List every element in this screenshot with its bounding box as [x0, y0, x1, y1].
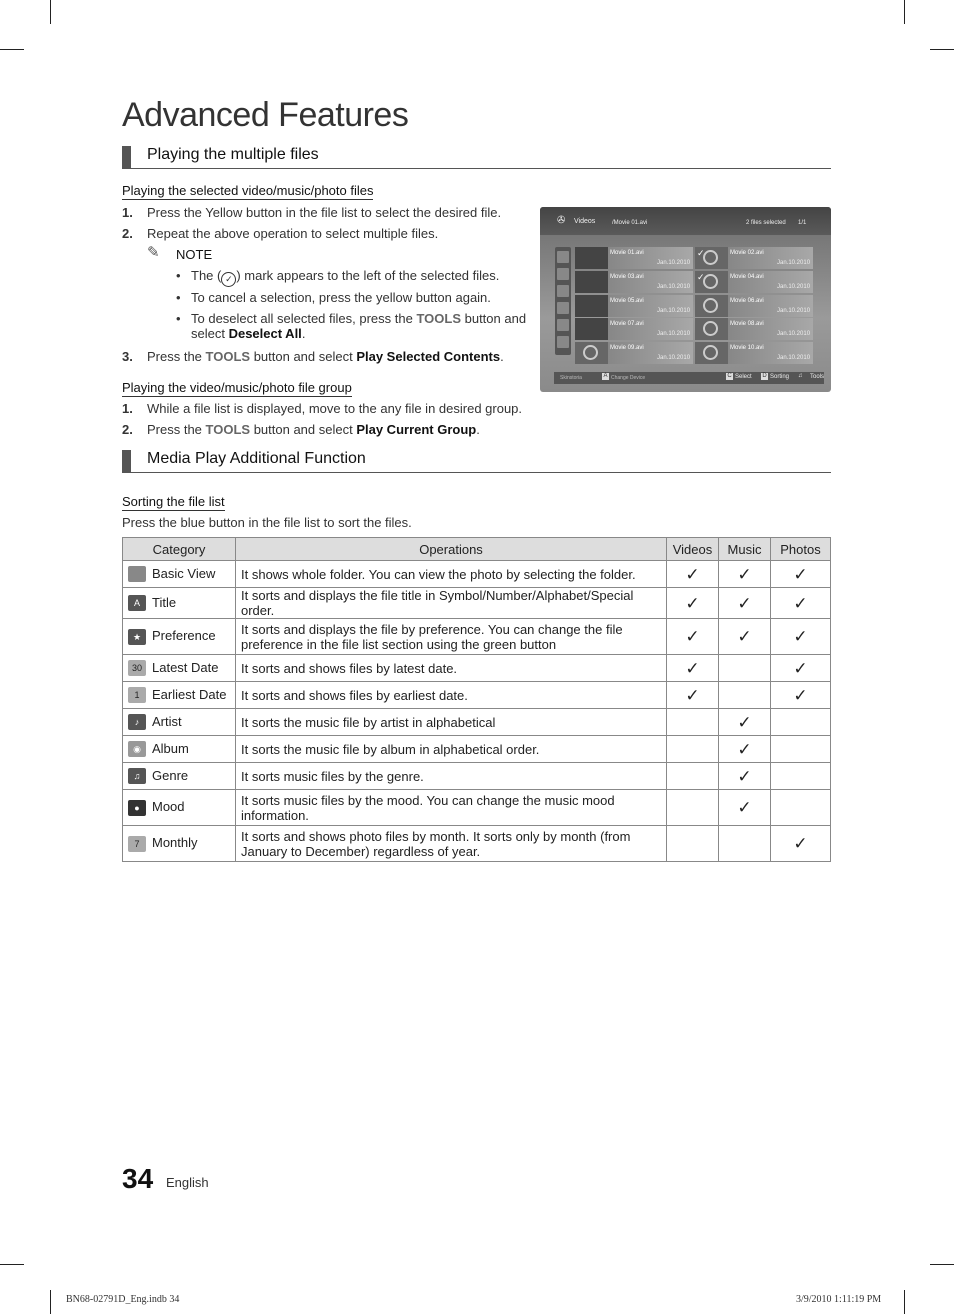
- photos-check: ✓: [771, 588, 831, 619]
- thumbnail: [575, 295, 608, 317]
- tv-tools-label: Tools: [810, 374, 825, 380]
- thumbnail: [695, 342, 728, 364]
- category-name: Basic View: [152, 565, 216, 581]
- bullet-icon: •: [176, 311, 181, 326]
- music-check: ✓: [719, 709, 771, 736]
- category-name: Artist: [152, 713, 182, 729]
- photos-check: ✓: [771, 682, 831, 709]
- operation-text: It sorts the music file by album in alphabetical order.: [236, 736, 667, 763]
- thumbnail: [575, 271, 608, 293]
- table-row: [123, 763, 831, 790]
- tv-screenshot: [540, 207, 831, 392]
- folder-icon: [128, 566, 146, 582]
- videos-check: ✓: [667, 655, 719, 682]
- tv-file-item[interactable]: Movie 09.avi Jan.10.2010: [575, 342, 693, 364]
- star-icon: [557, 336, 569, 348]
- header-photos: Photos: [771, 538, 831, 561]
- red-a-button-icon: A: [603, 373, 608, 379]
- yellow-c-button-icon: C: [727, 373, 732, 379]
- tv-header-status: 2 files selected: [746, 220, 786, 226]
- tv-file-item[interactable]: ✓ Movie 04.avi Jan.10.2010: [695, 271, 813, 293]
- operation-text: It sorts music files by the genre.: [236, 763, 667, 790]
- group-step-1: 1. While a file list is displayed, move to the any file in desired group.: [122, 401, 523, 416]
- blue-d-button-icon: D: [762, 373, 767, 379]
- section-bar: [122, 450, 131, 472]
- page-number: 34: [122, 1163, 154, 1194]
- thumbnail: [695, 295, 728, 317]
- operation-text: It sorts and displays the file by preference. You can change the file preference in the file list section using the green button: [236, 619, 667, 655]
- calendar-1-icon: 1: [128, 687, 146, 703]
- crop-mark: [904, 0, 905, 24]
- music-check: ✓: [719, 736, 771, 763]
- tv-select-label: Select: [735, 374, 752, 380]
- photos-check: ✓: [771, 655, 831, 682]
- category-name: Genre: [152, 767, 189, 783]
- tv-file-item[interactable]: Movie 03.avi Jan.10.2010: [575, 271, 693, 293]
- tv-sorting-label: Sorting: [770, 374, 790, 380]
- section-heading-multiple-files: [122, 146, 831, 169]
- crop-mark: [0, 49, 24, 50]
- section-title: Media Play Additional Function: [147, 450, 366, 467]
- music-check: ✓: [719, 763, 771, 790]
- selected-check-icon: ✓: [697, 248, 705, 258]
- operation-text: It sorts the music file by artist in alphabetical: [236, 709, 667, 736]
- bullet-icon: •: [176, 268, 181, 283]
- tv-button-bar: [554, 372, 824, 384]
- section-bar: [122, 146, 131, 168]
- category-name: Latest Date: [152, 659, 219, 675]
- category-name: Album: [152, 740, 189, 756]
- table-row: [123, 826, 831, 862]
- calendar-icon: [557, 302, 569, 314]
- page-title: Advanced Features: [122, 96, 409, 134]
- subheading-selected-files: Playing the selected video/music/photo files: [122, 183, 374, 198]
- checkmark-circle-icon: ✓: [221, 272, 236, 287]
- tv-file-item[interactable]: Movie 10.avi Jan.10.2010: [695, 342, 813, 364]
- header-category: Category: [123, 538, 236, 561]
- folder-icon: [557, 251, 569, 263]
- operation-text: It sorts and displays the file title in Symbol/Number/Alphabet/Special order.: [236, 588, 667, 619]
- music-check: ✓: [719, 790, 771, 826]
- crop-mark: [904, 1290, 905, 1314]
- operation-text: It sorts and shows files by latest date.: [236, 655, 667, 682]
- video-camera-icon: ✇: [557, 215, 566, 226]
- operation-text: It sorts and shows photo files by month. It sorts only by month (from January to December) regardless of year.: [236, 826, 667, 862]
- crop-mark: [930, 49, 954, 50]
- crop-mark: [50, 1290, 51, 1314]
- header-music: Music: [719, 538, 771, 561]
- note-item: • To deselect all selected files, press the TOOLS button and select Deselect All.: [176, 311, 527, 341]
- videos-check: ✓: [667, 588, 719, 619]
- film-reel-icon: [583, 345, 598, 360]
- film-reel-icon: [703, 298, 718, 313]
- crop-mark: [50, 0, 51, 24]
- videos-check: ✓: [667, 561, 719, 588]
- tools-icon: ♫: [798, 373, 803, 379]
- videos-check: ✓: [667, 619, 719, 655]
- category-name: Mood: [152, 799, 185, 815]
- note-item: • To cancel a selection, press the yellow button again.: [176, 290, 491, 305]
- note-pencil-icon: ✎: [147, 244, 160, 261]
- section-title: Playing the multiple files: [147, 146, 319, 163]
- tv-bottom-left: Skinstoria: [560, 375, 582, 381]
- category-name: Preference: [152, 628, 216, 644]
- step-1: 1. Press the Yellow button in the file list to select the desired file.: [122, 205, 502, 220]
- tv-header: [540, 207, 831, 235]
- calendar-icon: [557, 319, 569, 331]
- thumbnail: [575, 247, 608, 269]
- tv-sort-sidebar: [555, 247, 571, 355]
- sorting-intro: Press the blue button in the file list to sort the files.: [122, 515, 412, 530]
- star-icon: ★: [128, 629, 146, 645]
- photos-check: ✓: [771, 619, 831, 655]
- operation-text: It sorts music files by the mood. You can change the music mood information.: [236, 790, 667, 826]
- calendar-30-icon: 30: [128, 660, 146, 676]
- step-2: 2. Repeat the above operation to select multiple files.: [122, 226, 439, 241]
- title-az-icon: A: [128, 595, 146, 611]
- table-row: [123, 588, 831, 619]
- tv-file-item[interactable]: Movie 05.avi Jan.10.2010: [575, 295, 693, 317]
- selected-check-icon: ✓: [697, 272, 705, 282]
- category-name: Monthly: [152, 835, 198, 851]
- tv-file-item[interactable]: ✓ Movie 02.avi Jan.10.2010: [695, 247, 813, 269]
- file-info: BN68-02791D_Eng.indb 34: [66, 1294, 180, 1305]
- group-step-2: 2. Press the TOOLS button and select Play Current Group.: [122, 422, 480, 437]
- thumbnail: [695, 318, 728, 340]
- music-check: ✓: [719, 619, 771, 655]
- header-operations: Operations: [236, 538, 667, 561]
- thumbnail: [575, 342, 608, 364]
- tv-file-item[interactable]: Movie 08.avi Jan.10.2010: [695, 318, 813, 340]
- music-check: ✓: [719, 561, 771, 588]
- tv-file-item[interactable]: Movie 01.avi Jan.10.2010: [575, 247, 693, 269]
- table-row: [123, 709, 831, 736]
- calendar-7-icon: 7: [128, 836, 146, 852]
- category-name: Title: [152, 594, 177, 610]
- tv-file-item[interactable]: Movie 06.avi Jan.10.2010: [695, 295, 813, 317]
- note-item: • The ( ✓ ) mark appears to the left of the selected files.: [176, 268, 531, 287]
- print-timestamp: 3/9/2010 1:11:19 PM: [796, 1294, 882, 1305]
- tv-header-path: /Movie 01.avi: [612, 220, 648, 226]
- table-row: [123, 736, 831, 763]
- step-3: 3. Press the TOOLS button and select Play Selected Contents.: [122, 349, 504, 364]
- tv-header-title: Videos: [574, 218, 596, 225]
- header-videos: Videos: [667, 538, 719, 561]
- operation-text: It sorts and shows files by earliest date.: [236, 682, 667, 709]
- bullet-icon: •: [176, 290, 181, 305]
- photos-check: ✓: [771, 826, 831, 862]
- crop-mark: [930, 1264, 954, 1265]
- music-check: ✓: [719, 588, 771, 619]
- artist-icon: ♪: [128, 714, 146, 730]
- title-icon: [557, 268, 569, 280]
- page-language: English: [166, 1175, 209, 1190]
- tv-header-page: 1/1: [798, 220, 807, 226]
- tv-change-device: Change Device: [611, 375, 646, 381]
- table-row: [123, 682, 831, 709]
- crop-mark: [0, 1264, 24, 1265]
- film-reel-icon: [703, 321, 718, 336]
- sorting-table: [122, 537, 831, 862]
- genre-icon: ♫: [128, 768, 146, 784]
- table-row: [123, 790, 831, 826]
- film-reel-icon: [703, 345, 718, 360]
- section-heading-media-play: [122, 450, 831, 473]
- table-row: [123, 655, 831, 682]
- category-name: Earliest Date: [152, 686, 227, 702]
- note-label: NOTE: [176, 247, 213, 262]
- table-row: [123, 619, 831, 655]
- table-row: [123, 561, 831, 588]
- videos-check: ✓: [667, 682, 719, 709]
- photos-check: ✓: [771, 561, 831, 588]
- table-header-row: [123, 538, 831, 561]
- calendar-icon: [557, 285, 569, 297]
- subheading-sorting: Sorting the file list: [122, 494, 225, 509]
- subheading-file-group: Playing the video/music/photo file group: [122, 380, 352, 395]
- operation-text: It shows whole folder. You can view the photo by selecting the folder.: [236, 561, 667, 588]
- tv-file-item[interactable]: Movie 07.avi Jan.10.2010: [575, 318, 693, 340]
- mood-icon: ●: [128, 800, 146, 816]
- thumbnail: [575, 318, 608, 340]
- album-icon: ◉: [128, 741, 146, 757]
